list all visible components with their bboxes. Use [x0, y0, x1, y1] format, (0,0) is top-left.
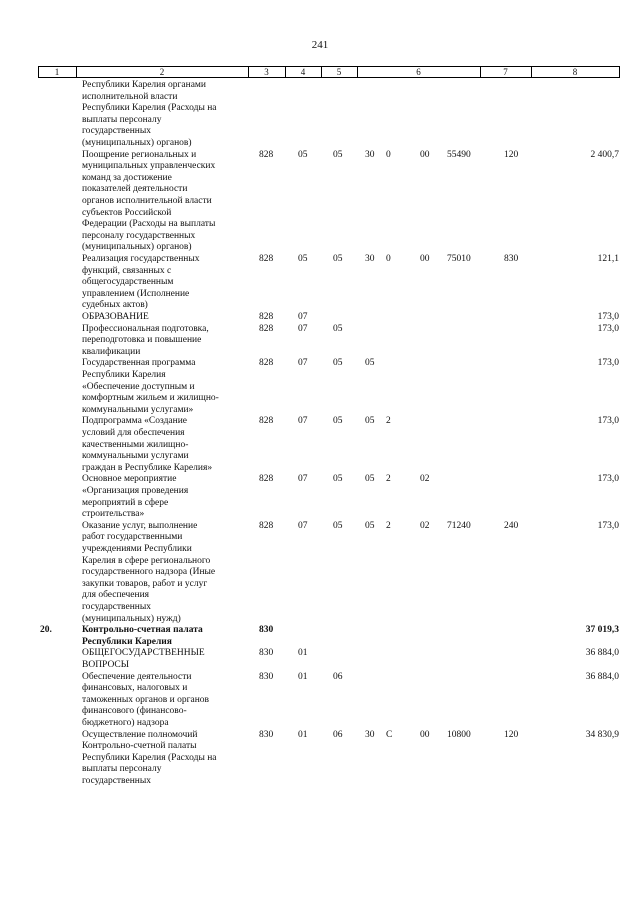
item-name-line: Основное мероприятие — [82, 474, 177, 485]
item-name-line: (муниципальных) органов) — [82, 137, 192, 148]
item-name-line: государственных — [82, 601, 152, 612]
item-name-line: органов исполнительной власти — [82, 195, 212, 206]
section-code: 07 — [298, 474, 308, 485]
section-code: 07 — [298, 358, 308, 369]
ved-code: 828 — [259, 416, 274, 427]
section-code: 01 — [298, 648, 308, 659]
item-name-line: Подпрограмма «Создание — [82, 416, 188, 427]
subsection-code: 05 — [333, 254, 343, 264]
subsection-code: 05 — [333, 416, 343, 427]
item-name-line: Профессиональная подготовка, — [82, 323, 209, 334]
header-col-2: 2 — [159, 67, 165, 77]
item-name-line: персоналу государственных — [82, 230, 196, 241]
item-name — [82, 474, 252, 520]
section-code: 07 — [298, 520, 308, 531]
item-name-line: общегосударственным — [82, 277, 174, 288]
item-name — [82, 730, 252, 788]
expense-type-code: 120 — [504, 729, 519, 740]
item-name-line: Республики Карелия (Расходы на — [82, 103, 217, 114]
item-name-line: Государственная программа — [82, 358, 196, 369]
expense-type-code: 830 — [504, 254, 519, 264]
item-name-line: муниципальных управленческих — [82, 161, 216, 172]
item-name-line: показателей деятельности — [82, 184, 188, 195]
item-name — [82, 254, 252, 312]
item-name-line: Республики Карелия органами — [82, 80, 207, 90]
item-name-line: субъектов Российской — [82, 207, 172, 218]
target-code-subprogram: С — [386, 729, 393, 740]
target-code-program: 05 — [365, 416, 375, 427]
item-name — [82, 358, 252, 416]
amount: 121,1 — [597, 254, 619, 264]
expense-type-code: 240 — [504, 520, 519, 531]
item-name — [82, 416, 252, 474]
item-name-line: коммунальными услугами» — [82, 404, 194, 415]
section-code: 01 — [298, 671, 308, 682]
amount: 173,0 — [597, 358, 619, 369]
item-name-line: работ государственными — [82, 532, 183, 543]
item-name-line: исполнительной власти — [82, 91, 178, 102]
section-code: 07 — [298, 416, 308, 427]
item-name — [82, 648, 252, 671]
item-name — [82, 521, 252, 625]
item-name-line: финансовых, налоговых и — [82, 683, 188, 694]
item-name — [82, 672, 252, 730]
section-code: 05 — [298, 149, 308, 160]
item-name-line: финансового (финансово- — [82, 706, 187, 717]
header-divider — [619, 66, 620, 78]
subsection-code: 05 — [333, 323, 343, 334]
item-name-line: судебных актов) — [82, 300, 148, 311]
item-name-line: Поощрение региональных и — [82, 149, 197, 160]
item-name-line: комфортным жильем и жилищно- — [82, 393, 219, 404]
item-name-line: Республики Карелия — [82, 369, 166, 380]
header-col-1: 1 — [54, 67, 60, 77]
item-name-line: «Организация проведения — [82, 485, 189, 496]
table-header — [38, 66, 620, 78]
item-name-line: квалификации — [82, 346, 141, 357]
target-code-subprogram: 0 — [386, 254, 391, 264]
ved-code: 828 — [259, 358, 274, 369]
amount: 173,0 — [597, 416, 619, 427]
header-col-6: 6 — [416, 67, 421, 77]
target-code-event: 00 — [420, 254, 430, 264]
item-name-line: государственного надзора (Иные — [82, 567, 216, 578]
ved-code: 830 — [259, 671, 274, 682]
item-name — [82, 312, 252, 324]
amount: 2 400,7 — [590, 149, 619, 160]
item-name-line: Осуществление полномочий — [82, 729, 198, 740]
target-code-event: 00 — [420, 729, 430, 740]
target-code-subprogram: 2 — [386, 474, 391, 485]
item-name-line: команд за достижение — [82, 172, 172, 183]
ved-code: 830 — [259, 625, 274, 636]
item-name-line: таможенных органов и органов — [82, 694, 210, 705]
item-name-line: функций, связанных с — [82, 265, 172, 276]
amount: 34 830,9 — [585, 729, 619, 740]
subsection-code: 05 — [333, 520, 343, 531]
amount: 173,0 — [597, 312, 619, 322]
header-col-4: 4 — [300, 67, 306, 77]
item-name-line: государственных — [82, 126, 152, 137]
subsection-code: 05 — [333, 358, 343, 369]
page-number: 241 — [311, 39, 329, 51]
ved-code: 828 — [259, 149, 274, 160]
item-name-line: учреждениями Республики — [82, 543, 192, 554]
item-name — [82, 324, 252, 359]
ved-code: 830 — [259, 648, 274, 659]
target-code-event: 02 — [420, 520, 430, 531]
item-name-line: государственных — [82, 775, 152, 786]
section-code: 01 — [298, 729, 308, 740]
item-name-line: Контрольно-счетной палаты — [82, 741, 197, 752]
target-code-direction: 10800 — [447, 729, 471, 740]
item-name-line: граждан в Республике Карелия» — [82, 462, 213, 473]
subsection-code: 06 — [333, 671, 343, 682]
item-name-line: коммунальными услугами — [82, 451, 189, 462]
target-code-direction: 75010 — [447, 254, 471, 264]
item-name-line: Федерации (Расходы на выплаты — [82, 219, 216, 230]
item-name-line: Контрольно-счетная палата — [82, 625, 203, 636]
subsection-code: 06 — [333, 729, 343, 740]
item-name-line: качественными жилищно- — [82, 439, 189, 450]
item-name-line: ОБЩЕГОСУДАРСТВЕННЫЕ — [82, 648, 205, 659]
amount: 173,0 — [597, 520, 619, 531]
item-name-line: строительства» — [82, 509, 145, 520]
target-code-subprogram: 2 — [386, 520, 391, 531]
target-code-subprogram: 2 — [386, 416, 391, 427]
target-code-program: 05 — [365, 474, 375, 485]
item-name-line: бюджетного) надзора — [82, 717, 169, 728]
subsection-code: 05 — [333, 474, 343, 485]
item-name-line: (муниципальных) органов) — [82, 242, 192, 253]
ved-code: 828 — [259, 520, 274, 531]
item-name-line: переподготовка и повышение — [82, 335, 202, 346]
target-code-event: 00 — [420, 149, 430, 160]
item-name-line: Республики Карелия — [82, 636, 172, 647]
item-name-line: ОБРАЗОВАНИЕ — [82, 312, 149, 322]
item-name-line: управлением (Исполнение — [82, 288, 190, 299]
item-name — [82, 80, 252, 150]
amount: 37 019,3 — [585, 625, 619, 636]
item-name-line: выплаты персоналу — [82, 114, 162, 125]
target-code-subprogram: 0 — [386, 149, 391, 160]
item-name-line: (муниципальных) нужд) — [82, 613, 181, 624]
item-name-line: для обеспечения — [82, 590, 150, 601]
header-col-3: 3 — [264, 67, 269, 77]
item-name-line: условий для обеспечения — [82, 427, 185, 438]
ved-code: 828 — [259, 312, 274, 322]
header-col-8: 8 — [572, 67, 578, 77]
amount: 173,0 — [597, 323, 619, 334]
section-code: 07 — [298, 312, 308, 322]
item-name-line: Оказание услуг, выполнение — [82, 520, 198, 531]
expense-type-code: 120 — [504, 149, 519, 160]
item-name-line: закупки товаров, работ и услуг — [82, 578, 208, 589]
header-col-5: 5 — [336, 67, 342, 77]
row-number: 20. — [40, 625, 52, 636]
item-name — [82, 150, 252, 254]
item-name-line: «Обеспечение доступным и — [82, 381, 195, 392]
item-name — [82, 625, 252, 648]
target-code-program: 30 — [365, 729, 375, 740]
target-code-direction: 71240 — [447, 520, 471, 531]
target-code-program: 30 — [365, 149, 375, 160]
subsection-code: 05 — [333, 149, 343, 160]
target-code-program: 05 — [365, 520, 375, 531]
item-name-line: Обеспечение деятельности — [82, 671, 192, 682]
target-code-direction: 55490 — [447, 149, 471, 160]
section-code: 07 — [298, 323, 308, 334]
amount: 173,0 — [597, 474, 619, 485]
item-name-line: Реализация государственных — [82, 254, 200, 264]
amount: 36 884,0 — [585, 671, 619, 682]
ved-code: 828 — [259, 323, 274, 334]
header-col-7: 7 — [503, 67, 508, 77]
item-name-line: выплаты персоналу — [82, 764, 162, 775]
target-code-event: 02 — [420, 474, 430, 485]
ved-code: 830 — [259, 729, 274, 740]
item-name-line: Карелия в сфере регионального — [82, 555, 211, 566]
item-name-line: мероприятий в сфере — [82, 497, 169, 508]
section-code: 05 — [298, 254, 308, 264]
amount: 36 884,0 — [585, 648, 619, 659]
ved-code: 828 — [259, 254, 274, 264]
item-name-line: ВОПРОСЫ — [82, 659, 130, 670]
target-code-program: 30 — [365, 254, 375, 264]
item-name-line: Республики Карелия (Расходы на — [82, 752, 217, 763]
target-code-program: 05 — [365, 358, 375, 369]
ved-code: 828 — [259, 474, 274, 485]
